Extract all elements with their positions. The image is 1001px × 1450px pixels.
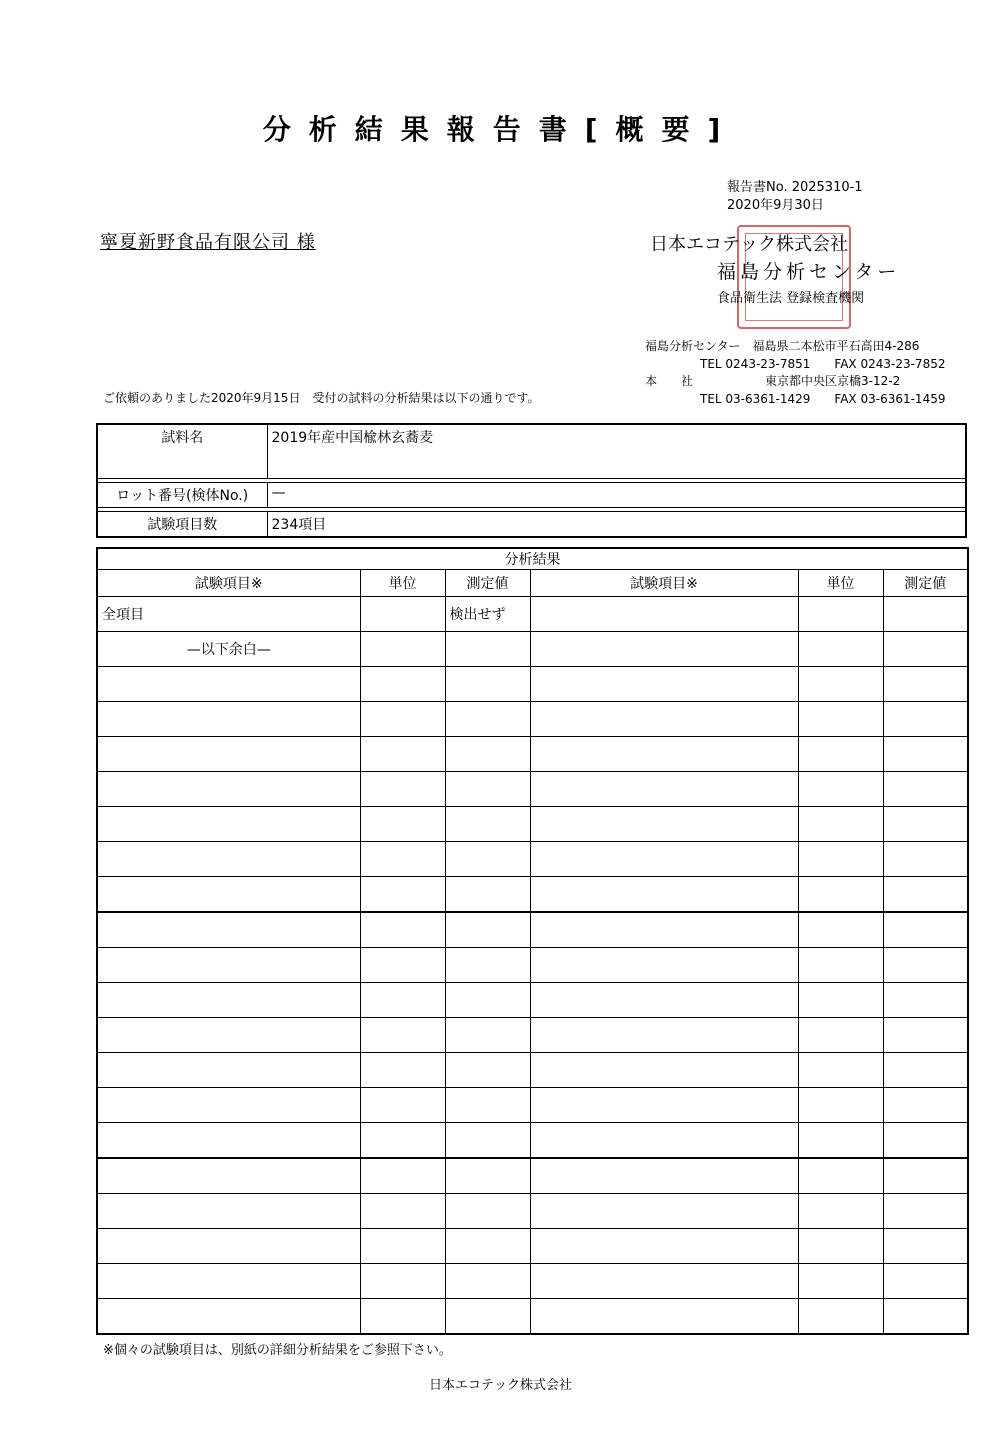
table-row — [97, 772, 968, 807]
table-row — [97, 1053, 968, 1088]
blank-below-marker: —以下余白— — [97, 632, 360, 667]
sample-name-value: 2019年産中国楡林玄蕎麦 — [267, 424, 966, 478]
analysis-results-table — [96, 547, 969, 1335]
result-value: 検出せず — [445, 597, 530, 632]
issuer-center: 福島分析センター — [717, 261, 901, 283]
request-statement: ご依頼のありました2020年9月15日 受付の試料の分析結果は以下の通りです。 — [103, 391, 540, 405]
table-row — [97, 737, 968, 772]
item-count-label: 試験項目数 — [97, 511, 267, 537]
table-row — [97, 842, 968, 877]
table-row — [97, 1018, 968, 1053]
result-item: 全項目 — [97, 597, 360, 632]
table-row — [97, 667, 968, 702]
contact-headquarters: TEL 03-6361-1429 FAX 03-6361-1459 — [700, 392, 946, 406]
header-value-right: 測定値 — [883, 570, 968, 597]
table-row — [97, 1264, 968, 1299]
issuer-company: 日本エコテック株式会社 — [650, 234, 848, 255]
header-unit-right: 単位 — [798, 570, 883, 597]
table-row — [97, 702, 968, 737]
lot-number-label: ロット番号(検体No.) — [97, 482, 267, 507]
table-row — [97, 1229, 968, 1264]
table-row — [97, 1194, 968, 1229]
results-caption: 分析結果 — [97, 548, 968, 570]
table-row — [97, 1088, 968, 1123]
table-row — [97, 948, 968, 983]
table-row — [97, 807, 968, 842]
address-headquarters: 本 社 東京都中央区京橋3-12-2 — [645, 374, 901, 388]
table-row — [97, 877, 968, 913]
table-row — [97, 632, 968, 667]
table-row — [97, 1123, 968, 1159]
table-row — [97, 597, 968, 632]
address-branch: 福島分析センター 福島県二本松市平石高田4-286 — [645, 339, 920, 353]
issuer-registration: 食品衛生法 登録検査機関 — [717, 291, 865, 306]
footnote: ※個々の試験項目は、別紙の詳細分析結果をご参照下さい。 — [103, 1343, 452, 1358]
header-unit-left: 単位 — [360, 570, 445, 597]
sample-info-table — [96, 423, 967, 538]
table-row — [97, 1299, 968, 1335]
client-name: 寧夏新野食品有限公司 様 — [100, 232, 316, 253]
document-title: 分析結果報告書[概要] — [262, 113, 739, 146]
footer-company: 日本エコテック株式会社 — [428, 1378, 572, 1393]
header-item-left: 試験項目※ — [97, 570, 360, 597]
table-row — [97, 1158, 968, 1194]
report-number: 報告書No. 2025310-1 — [727, 180, 863, 195]
header-item-right: 試験項目※ — [530, 570, 798, 597]
sample-name-label: 試料名 — [97, 424, 267, 478]
contact-branch: TEL 0243-23-7851 FAX 0243-23-7852 — [700, 357, 946, 371]
item-count-value: 234項目 — [267, 511, 966, 537]
table-row — [97, 983, 968, 1018]
lot-number-value: — — [267, 482, 966, 507]
report-date: 2020年9月30日 — [727, 198, 824, 213]
table-row — [97, 912, 968, 948]
header-value-left: 測定値 — [445, 570, 530, 597]
